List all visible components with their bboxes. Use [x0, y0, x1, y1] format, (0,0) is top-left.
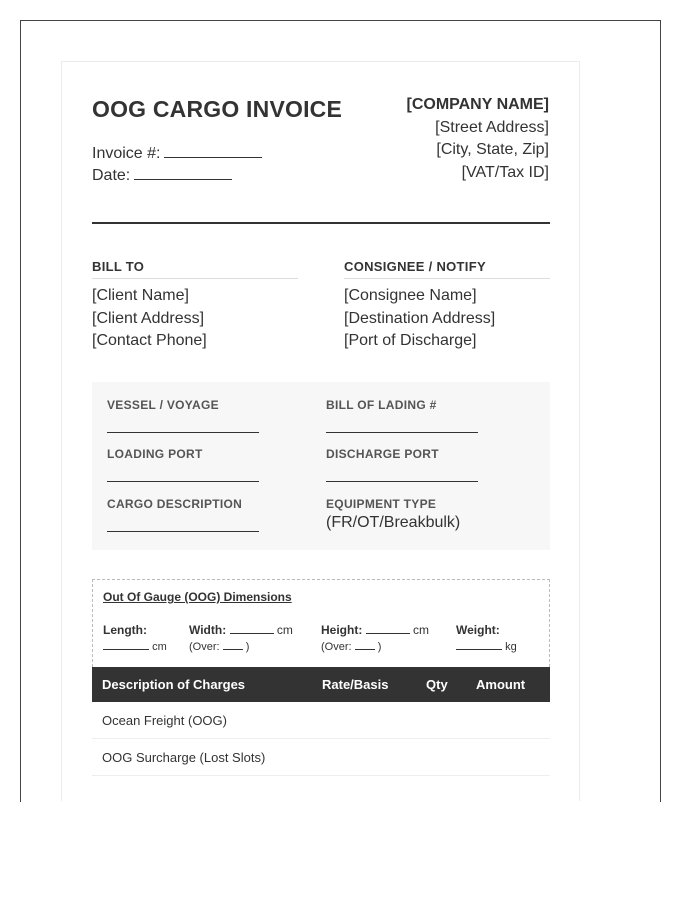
- oog-width-unit: cm: [276, 623, 293, 637]
- col-rate-basis: Rate/Basis: [322, 677, 389, 692]
- oog-width-over-close: ): [245, 641, 250, 653]
- oog-length-blank[interactable]: [103, 639, 149, 650]
- charges-table: [92, 667, 550, 776]
- vessel-voyage-label: VESSEL / VOYAGE: [107, 398, 219, 412]
- oog-weight-unit: kg: [505, 641, 517, 653]
- bill-to-client-name: [Client Name]: [92, 287, 189, 304]
- header-divider: [92, 222, 550, 224]
- col-amount: Amount: [476, 677, 526, 692]
- cargo-description-label: CARGO DESCRIPTION: [107, 497, 243, 511]
- shipment-details-box: [92, 382, 550, 550]
- equipment-type-value: (FR/OT/Breakbulk): [326, 514, 461, 531]
- equipment-type-label: EQUIPMENT TYPE: [326, 497, 437, 511]
- oog-width: [189, 622, 293, 656]
- discharge-port-blank[interactable]: [326, 481, 478, 482]
- loading-port-blank[interactable]: [107, 481, 259, 482]
- consignee-name: [Consignee Name]: [344, 287, 477, 304]
- bill-of-lading-field: [326, 398, 478, 433]
- vessel-voyage-field: [107, 398, 259, 433]
- col-qty: Qty: [426, 677, 448, 692]
- consignee-heading: CONSIGNEE / NOTIFY: [344, 259, 550, 279]
- consignee-port: [Port of Discharge]: [344, 332, 477, 349]
- charges-table-header: [92, 667, 550, 702]
- oog-weight: [456, 622, 517, 656]
- equipment-type-field: [326, 497, 478, 532]
- bill-to-section: [92, 259, 298, 353]
- loading-port-label: LOADING PORT: [107, 447, 203, 461]
- oog-weight-label: Weight:: [456, 623, 500, 637]
- oog-height-blank[interactable]: [366, 623, 410, 634]
- bill-to-heading: BILL TO: [92, 259, 298, 279]
- loading-port-field: [107, 447, 259, 482]
- table-row: [92, 739, 550, 776]
- invoice-number-blank[interactable]: [164, 143, 262, 158]
- oog-height-over-close: ): [377, 641, 382, 653]
- company-street: [Street Address]: [435, 118, 549, 136]
- oog-weight-blank[interactable]: [456, 639, 502, 650]
- oog-height-over-label: (Over:: [321, 641, 352, 653]
- oog-height-over-blank[interactable]: [355, 639, 375, 650]
- oog-length: [103, 622, 167, 656]
- oog-width-label: Width:: [189, 623, 227, 637]
- charge-description: OOG Surcharge (Lost Slots): [102, 750, 266, 765]
- oog-height: [321, 622, 429, 656]
- oog-length-unit: cm: [152, 641, 167, 653]
- invoice-title: OOG CARGO INVOICE: [92, 96, 343, 122]
- oog-dimensions-box: [92, 579, 550, 667]
- discharge-port-field: [326, 447, 478, 482]
- oog-height-unit: cm: [413, 623, 430, 637]
- oog-height-label: Height:: [321, 623, 363, 637]
- charge-description: Ocean Freight (OOG): [102, 713, 227, 728]
- col-description: Description of Charges: [102, 677, 246, 692]
- invoice-date-field: [92, 165, 232, 185]
- consignee-destination: [Destination Address]: [344, 309, 496, 327]
- bill-of-lading-label: BILL OF LADING #: [326, 398, 437, 412]
- invoice-number-label: Invoice #:: [92, 145, 161, 162]
- company-vat: [VAT/Tax ID]: [461, 163, 549, 181]
- company-block: [406, 94, 549, 184]
- bill-to-client-address: [Client Address]: [92, 309, 205, 327]
- company-name: [COMPANY NAME]: [406, 96, 549, 113]
- discharge-port-label: DISCHARGE PORT: [326, 447, 439, 461]
- invoice-sheet: [61, 61, 580, 801]
- oog-width-over-label: (Over:: [189, 641, 220, 653]
- company-city: [City, State, Zip]: [436, 141, 549, 158]
- oog-width-blank[interactable]: [230, 623, 274, 634]
- vessel-voyage-blank[interactable]: [107, 432, 259, 433]
- consignee-section: [344, 259, 550, 353]
- table-row: [92, 702, 550, 739]
- invoice-date-blank[interactable]: [134, 165, 232, 180]
- invoice-number-field: [92, 143, 262, 163]
- cargo-description-blank[interactable]: [107, 531, 259, 532]
- bill-to-contact-phone: [Contact Phone]: [92, 332, 207, 349]
- oog-length-label: Length:: [103, 623, 147, 637]
- oog-width-over-blank[interactable]: [223, 639, 243, 650]
- bill-of-lading-blank[interactable]: [326, 432, 478, 433]
- invoice-date-label: Date:: [92, 167, 131, 184]
- cargo-description-field: [107, 497, 259, 532]
- oog-dimensions-title: Out Of Gauge (OOG) Dimensions: [103, 590, 292, 604]
